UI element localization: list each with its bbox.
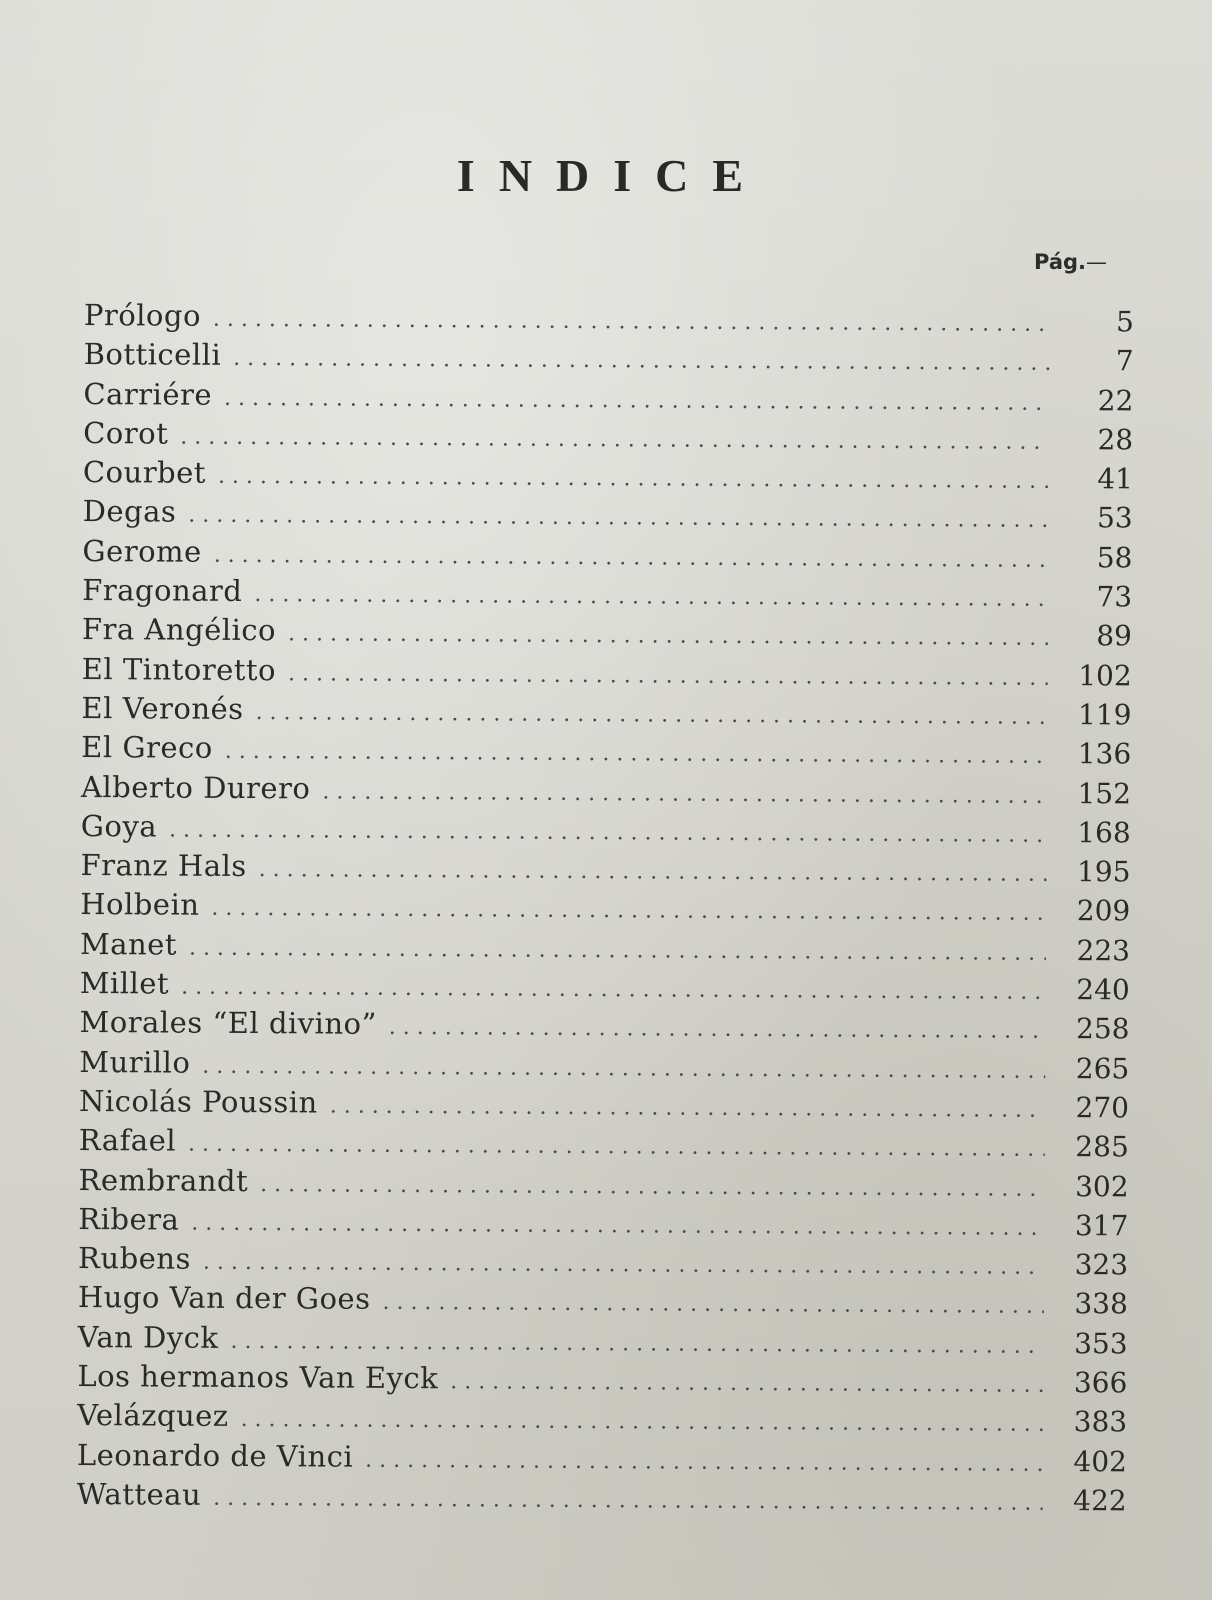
toc-entry-page-number: 265 [1075, 1051, 1130, 1086]
toc-entry-title: Manet [79, 926, 178, 962]
dot-leader [382, 1283, 1044, 1326]
toc-entry-title: Leonardo de Vinci [76, 1437, 354, 1474]
toc-entry-title: Millet [79, 966, 170, 1001]
dot-leader [288, 654, 1048, 698]
page-column-dash: — [1086, 250, 1108, 274]
dot-leader [214, 536, 1049, 580]
toc-entry-title: Fragonard [82, 573, 243, 609]
dot-leader [450, 1362, 1043, 1405]
toc-entry-page-number: 41 [1097, 462, 1134, 496]
toc-entry-title: Carriére [83, 376, 213, 412]
dot-leader [233, 339, 1050, 383]
dot-leader [225, 732, 1048, 776]
toc-entry-page-number: 270 [1075, 1091, 1130, 1125]
toc-entry-page-number: 338 [1074, 1287, 1128, 1321]
toc-entry-title: El Tintoretto [81, 651, 277, 687]
dot-leader [189, 928, 1046, 973]
toc-entry-title: Hugo Van der Goes [77, 1280, 371, 1317]
toc-entry-title: Watteau [76, 1476, 202, 1512]
toc-entry-page-number: 22 [1097, 383, 1134, 418]
toc-entry-page-number: 323 [1074, 1248, 1129, 1282]
dot-leader [188, 496, 1049, 541]
toc-entry-title: Van Dyck [77, 1319, 219, 1355]
toc-entry-title: Los hermanos Van Eyck [77, 1358, 439, 1396]
toc-entry-title: Alberto Durero [80, 769, 311, 805]
toc-entry-page-number: 285 [1075, 1130, 1129, 1164]
toc-entry-page-number: 302 [1075, 1169, 1129, 1203]
toc-entry-page-number: 422 [1073, 1483, 1127, 1518]
dot-leader [202, 1046, 1045, 1090]
dot-leader [224, 378, 1050, 422]
toc-entry-page-number: 383 [1073, 1405, 1128, 1439]
toc-entry-title: Gerome [82, 533, 202, 569]
dot-leader [213, 300, 1050, 344]
toc-entry-page-number: 168 [1077, 815, 1131, 850]
dot-leader [254, 575, 1048, 619]
toc-entry-title: Ribera [78, 1201, 180, 1237]
toc-entry-title: Corot [83, 415, 169, 451]
toc-entry-title: Holbein [80, 887, 200, 923]
toc-entry-title: Nicolás Poussin [78, 1083, 318, 1120]
dot-leader [255, 693, 1047, 737]
dot-leader [259, 850, 1047, 894]
toc-entry-page-number: 89 [1096, 619, 1133, 653]
toc-entry-page-number: 119 [1077, 698, 1132, 732]
toc-entry-title: Courbet [82, 455, 207, 490]
toc-entry-title: Rembrandt [78, 1162, 249, 1198]
toc-entry-page-number: 28 [1097, 423, 1134, 457]
toc-entry-page-number: 7 [1115, 344, 1134, 378]
dot-leader [365, 1440, 1043, 1483]
dot-leader [180, 417, 1049, 462]
dot-leader [191, 1204, 1044, 1249]
toc-entry-page-number: 195 [1076, 855, 1131, 889]
toc-entry-page-number: 58 [1096, 540, 1133, 575]
toc-entry-title: Goya [80, 808, 158, 844]
toc-entry-title: Prólogo [83, 297, 202, 333]
dot-leader [169, 810, 1047, 855]
dot-leader [322, 772, 1047, 816]
dot-leader [188, 1125, 1045, 1170]
toc-entry [84, 296, 1134, 342]
toc-entry-title: Velázquez [77, 1398, 229, 1434]
dot-leader [240, 1400, 1043, 1444]
dot-leader [330, 1086, 1046, 1130]
dot-leader [218, 457, 1049, 501]
toc-entry-title: Degas [82, 494, 177, 530]
toc-entry-page-number: 102 [1078, 658, 1132, 693]
dot-leader [211, 889, 1046, 933]
toc-entry-title: Fra Angélico [81, 612, 277, 648]
toc-entry-page-number: 136 [1077, 737, 1132, 771]
toc-entry-title: El Veronés [81, 690, 244, 726]
toc-entry-title: Franz Hals [80, 848, 247, 884]
toc-entry-title: Botticelli [83, 337, 222, 373]
toc-entry-page-number: 353 [1074, 1326, 1128, 1361]
dot-leader [260, 1165, 1045, 1209]
toc-entry-page-number: 53 [1096, 501, 1133, 535]
toc-entry-title: Morales “El divino” [79, 1005, 377, 1042]
page-column-label: Pág. [1034, 250, 1087, 274]
toc-entry-title: Rafael [78, 1123, 177, 1158]
toc-entry-title: El Greco [81, 730, 213, 766]
dot-leader [288, 615, 1048, 659]
toc-entry-title: Rubens [78, 1241, 192, 1276]
toc-entry-page-number: 209 [1076, 894, 1131, 928]
toc-entry-page-number: 5 [1115, 305, 1134, 339]
toc-entry-page-number: 73 [1096, 580, 1133, 614]
page-column-header [1034, 250, 1107, 274]
toc-entry-page-number: 317 [1074, 1208, 1129, 1243]
toc-entry-page-number: 258 [1075, 1012, 1130, 1046]
toc-entry-page-number: 223 [1076, 933, 1131, 968]
dot-leader [213, 1479, 1043, 1523]
toc-entry-title: Murillo [79, 1044, 191, 1080]
toc-entry-page-number: 366 [1073, 1366, 1128, 1400]
dot-leader [389, 1008, 1046, 1051]
toc-entry-page-number: 152 [1077, 776, 1132, 810]
table-of-contents [77, 296, 1134, 1521]
toc-entry-page-number: 402 [1073, 1444, 1128, 1479]
toc-entry-page-number: 240 [1076, 973, 1130, 1007]
page-title: INDICE [456, 149, 768, 201]
